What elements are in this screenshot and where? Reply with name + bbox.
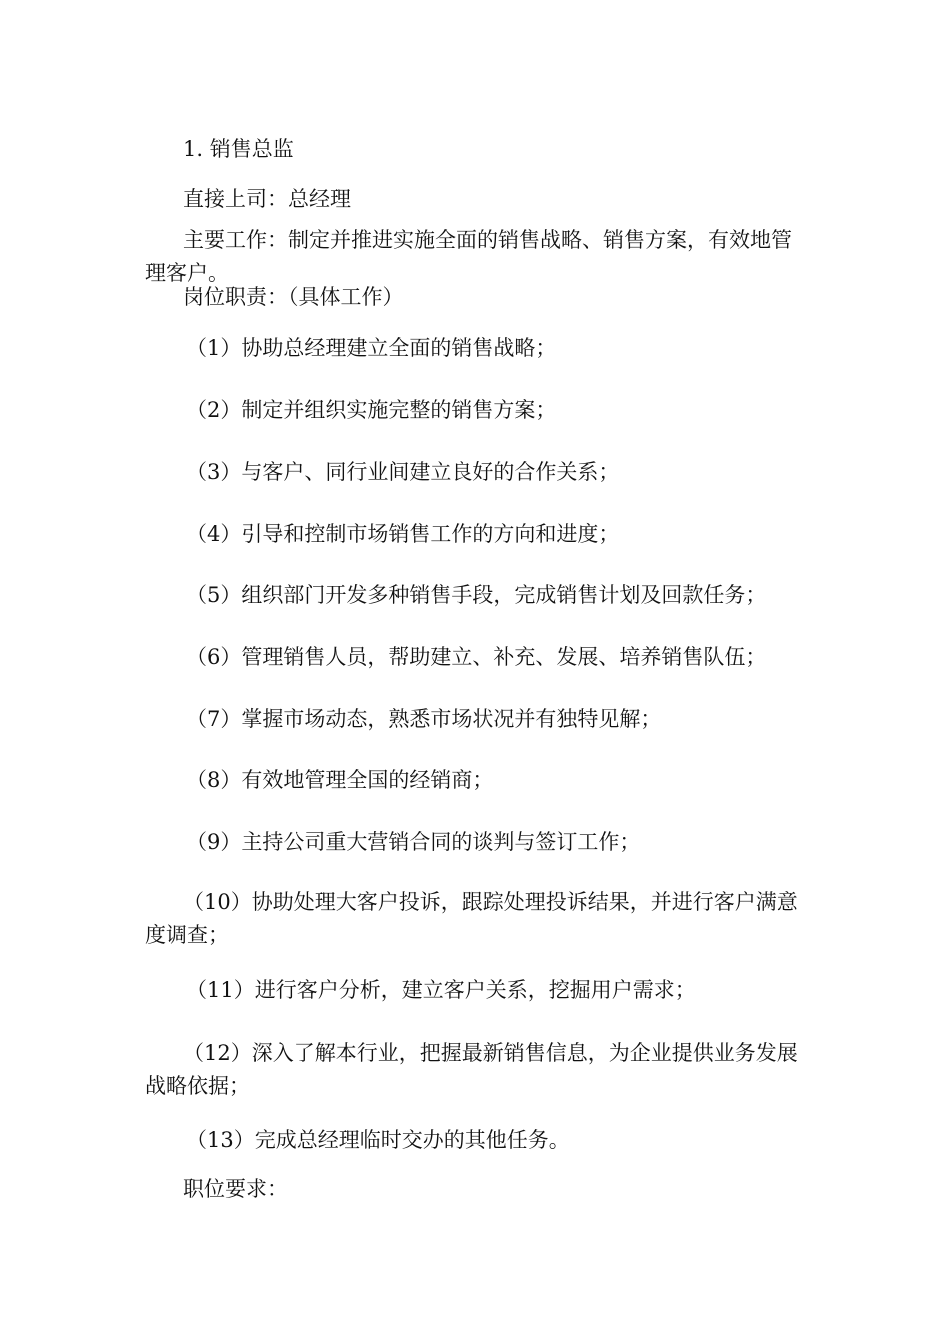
list-item: （7）掌握市场动态，熟悉市场状况并有独特见解； — [186, 707, 662, 731]
list-item: （2）制定并组织实施完整的销售方案； — [186, 398, 557, 422]
list-item: （1）协助总经理建立全面的销售战略； — [186, 336, 557, 360]
list-item-wrapped: （12）深入了解本行业，把握最新销售信息，为企业提供业务发展战略依据； — [145, 1041, 798, 1098]
responsibilities-title: 岗位职责：（具体工作） — [183, 285, 404, 309]
list-item: （11）进行客户分析，建立客户关系，挖掘用户需求； — [186, 978, 696, 1002]
list-item: （9）主持公司重大营销合同的谈判与签订工作； — [186, 830, 641, 854]
list-item: （13）完成总经理临时交办的其他任务。 — [186, 1128, 570, 1152]
main-work-paragraph: 主要工作：制定并推进实施全面的销售战略、销售方案，有效地管理客户。 — [145, 228, 792, 285]
requirements-title: 职位要求： — [183, 1177, 288, 1201]
list-item: （4）引导和控制市场销售工作的方向和进度； — [186, 522, 620, 546]
list-item: （6）管理销售人员，帮助建立、补充、发展、培养销售队伍； — [186, 645, 767, 669]
section-heading: 1. 销售总监 — [183, 137, 294, 161]
list-item: （3）与客户、同行业间建立良好的合作关系； — [186, 460, 620, 484]
supervisor-line: 直接上司：总经理 — [183, 187, 351, 211]
list-item: （5）组织部门开发多种销售手段，完成销售计划及回款任务； — [186, 583, 767, 607]
list-item-wrapped: （10）协助处理大客户投诉，跟踪处理投诉结果，并进行客户满意度调查； — [145, 890, 798, 947]
list-item: （8）有效地管理全国的经销商； — [186, 768, 494, 792]
